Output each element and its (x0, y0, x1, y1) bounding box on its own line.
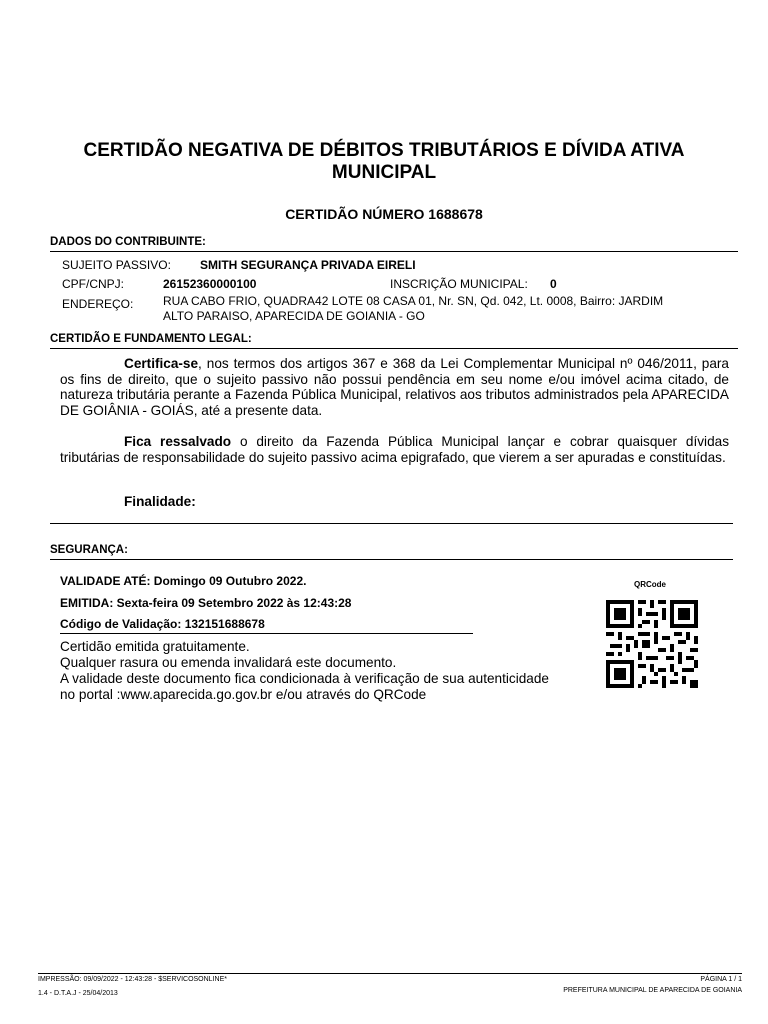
divider (60, 633, 473, 634)
qr-code-image (606, 600, 698, 688)
emitida-text: EMITIDA: Sexta-feira 09 Setembro 2022 às 12:43:28 (60, 596, 352, 610)
sujeito-label: SUJEITO PASSIVO: (62, 258, 171, 272)
paragraph-certifica (60, 356, 729, 418)
paragraph-ressalva (60, 434, 729, 465)
divider (50, 523, 733, 524)
footer-divider (38, 973, 742, 974)
note-line3: A validade deste documento fica condicionada à verificação de sua autenticidade (60, 671, 549, 686)
cpf-label: CPF/CNPJ: (62, 277, 125, 291)
endereco-label: ENDEREÇO: (62, 297, 134, 311)
sujeito-value: SMITH SEGURANÇA PRIVADA EIRELI (200, 258, 416, 272)
divider (50, 559, 733, 560)
document-title (40, 140, 728, 184)
endereco-line1: RUA CABO FRIO, QUADRA42 LOTE 08 CASA 01, Nr. SN, Qd. 042, Lt. 0008, Bairro: JARDIM (163, 294, 664, 308)
footer-pagina: PÁGINA 1 / 1 (700, 976, 742, 983)
cpf-value: 26152360000100 (163, 277, 257, 291)
endereco-value (163, 294, 663, 324)
note-line1: Certidão emitida gratuitamente. (60, 639, 250, 654)
note-line4: no portal :www.aparecida.go.gov.br e/ou através do QRCode (60, 687, 427, 702)
divider (50, 251, 738, 252)
section-contribuinte-title: DADOS DO CONTRIBUINTE: (50, 236, 206, 248)
footer-versao: 1.4 - D.T.A.J - 25/04/2013 (38, 990, 118, 997)
divider (50, 348, 738, 349)
document-title-line1: CERTIDÃO NEGATIVA DE DÉBITOS TRIBUTÁRIOS E DÍVIDA ATIVA (83, 140, 685, 161)
validade-text: VALIDADE ATÉ: Domingo 09 Outubro 2022. (60, 574, 307, 588)
note-line2: Qualquer rasura ou emenda invalidará este documento. (60, 655, 397, 670)
footer-prefeitura: PREFEITURA MUNICIPAL DE APARECIDA DE GOIANIA (563, 987, 742, 994)
inscricao-label: INSCRIÇÃO MUNICIPAL: (390, 277, 528, 291)
section-fundamento-title: CERTIDÃO E FUNDAMENTO LEGAL: (50, 333, 252, 345)
endereco-line2: ALTO PARAISO, APARECIDA DE GOIANIA - GO (163, 309, 425, 323)
inscricao-value: 0 (550, 277, 557, 291)
ressalva-bold: Fica ressalvado (124, 434, 232, 449)
codigo-validacao: Código de Validação: 132151688678 (60, 617, 265, 631)
certificate-number: CERTIDÃO NÚMERO 1688678 (285, 206, 483, 222)
seguranca-notes (60, 639, 549, 703)
certifica-bold: Certifica-se (124, 356, 199, 371)
footer-impressao: IMPRESSÃO: 09/09/2022 - 12:43:28 - $SERVICOSONLINE* (38, 976, 227, 983)
qrcode-label: QRCode (634, 580, 666, 589)
document-title-line2: MUNICIPAL (331, 162, 437, 183)
section-seguranca-title: SEGURANÇA: (50, 544, 128, 556)
certifica-text: , nos termos dos artigos 367 e 368 da Lei Complementar Municipal nº 046/2011, para os fins de direito, que o sujeito passivo não possui pendência em seu nome e/ou imóvel acima citado, de natureza tributária perante a Fazenda Pública Municipal, relativos aos tributos administrados pela APARECIDA DE GOIÂNIA - GOIÁS, até a presente data. (60, 356, 729, 418)
finalidade-label: Finalidade: (124, 494, 196, 509)
ressalva-text: o direito da Fazenda Pública Municipal lançar e cobrar quaisquer dívidas tributárias de responsabilidade do sujeito passivo acima epigrafado, que vierem a ser apuradas e constituídas. (60, 434, 729, 465)
